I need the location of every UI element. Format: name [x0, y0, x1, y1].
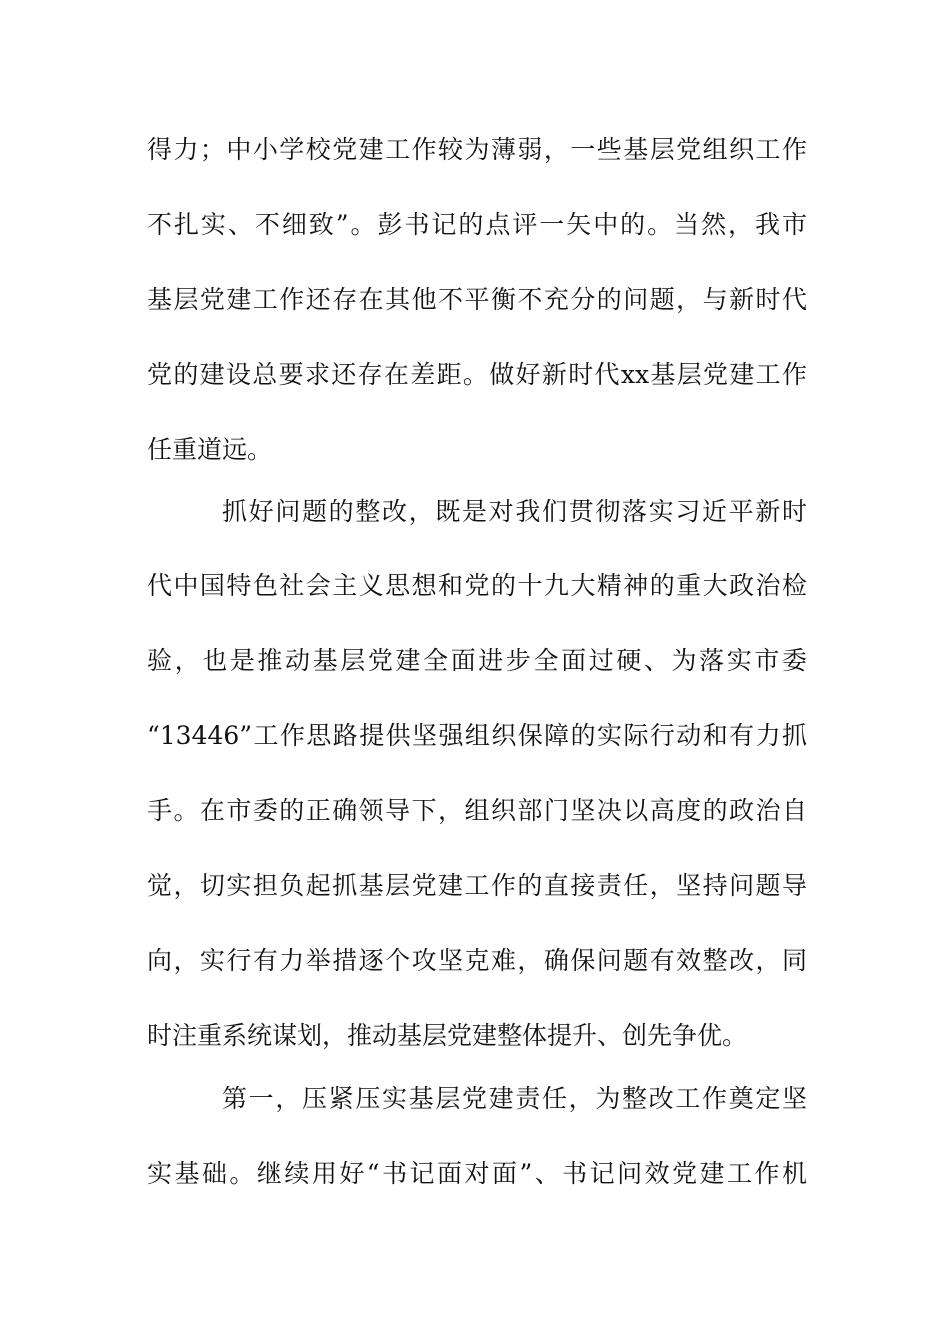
text-line: 向，实行有力举措逐个攻坚克难，确保问题有效整改，同: [147, 946, 807, 975]
text-line: 党的建设总要求还存在差距。做好新时代xx基层党建工作: [147, 360, 807, 389]
text-line: 基层党建工作还存在其他不平衡不充分的问题，与新时代: [147, 285, 807, 314]
text-line: 任重道远。: [147, 435, 273, 464]
text-line: 得力；中小学校党建工作较为薄弱，一些基层党组织工作: [147, 135, 807, 164]
text-line: 觉，切实担负起抓基层党建工作的直接责任，坚持问题导: [147, 871, 807, 900]
text-line: 不扎实、不细致”。彭书记的点评一矢中的。当然，我市: [147, 210, 807, 239]
paragraph-first-line: 第一，压紧压实基层党建责任，为整改工作奠定坚: [222, 1084, 807, 1113]
text-line: 代中国特色社会主义思想和党的十九大精神的重大政治检: [147, 571, 807, 600]
text-line: 实基础。继续用好“书记面对面”、书记问效党建工作机: [147, 1159, 807, 1188]
text-line: 手。在市委的正确领导下，组织部门坚决以高度的政治自: [147, 796, 807, 825]
paragraph-first-line: 抓好问题的整改，既是对我们贯彻落实习近平新时: [222, 497, 807, 526]
text-line: 时注重系统谋划，推动基层党建整体提升、创先争优。: [147, 1021, 748, 1050]
text-line: “13446”工作思路提供坚强组织保障的实际行动和有力抓: [147, 721, 807, 750]
text-line: 验，也是推动基层党建全面进步全面过硬、为落实市委: [147, 646, 807, 675]
